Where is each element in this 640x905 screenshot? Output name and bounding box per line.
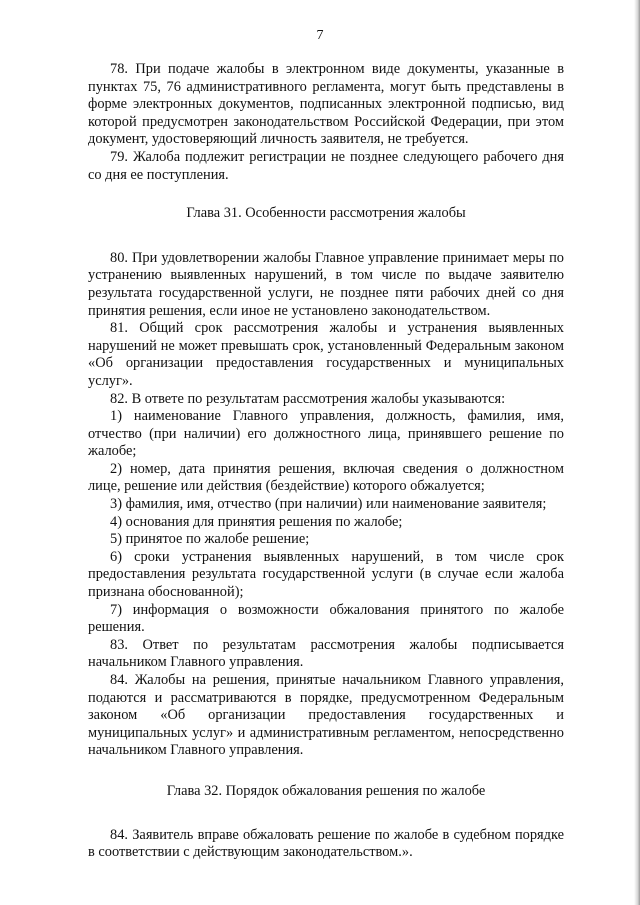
- list-item-4: 4) основания для принятия решения по жалобе;: [110, 513, 403, 530]
- list-item-6: 6) сроки устранения выявленных нарушений, в том числе срок предоставления результата государственной услуги (в случае если жалоба признана обоснованной);: [88, 548, 564, 601]
- paragraph-79: 79. Жалоба подлежит регистрации не позднее следующего рабочего дня со дня ее поступления.: [88, 148, 564, 183]
- page-number: 7: [316, 28, 324, 43]
- list-item-1: 1) наименование Главного управления, должность, фамилия, имя, отчество (при наличии) его должностного лица, принявшего решение по жалобе;: [88, 408, 564, 460]
- paragraph-78: 78. При подаче жалобы в электронном виде документы, указанные в пунктах 75, 76 административного регламента, могут быть представлены в форме электронных документов, подписанных электронной подписью, вид которой предусмотрен законодательством Российской Федерации, при этом документ, удостоверяющий личность заявителя, не требуется.: [88, 61, 564, 148]
- paragraph-80: 80. При удовлетворении жалобы Главное управление принимает меры по устранению выявленных нарушений, в том числе по выдаче заявителю результата государственной услуги, не позднее пяти рабочих дней со дня принятия решения, если иное не установлено законодательством.: [88, 249, 564, 319]
- paragraph-84: 84. Жалобы на решения, принятые начальником Главного управления, подаются и рассматриваются в порядке, предусмотренном Федеральным законом «Об организации предоставления государственных и муниципальных услуг» и административным регламентом, непосредственно начальником Главного управления.: [88, 672, 564, 759]
- list-item-3: 3) фамилия, имя, отчество (при наличии) или наименование заявителя;: [110, 496, 547, 513]
- paragraph-81: 81. Общий срок рассмотрения жалобы и устранения выявленных нарушений не может превышать срок, установленный Федеральным законом «Об организации предоставления государственных и муниципальных услуг».: [88, 320, 564, 389]
- list-item-7: 7) информация о возможности обжалования принятого по жалобе решения.: [88, 601, 564, 636]
- list-item-2: 2) номер, дата принятия решения, включая сведения о должностном лице, решение или действия (бездействие) которого обжалуется;: [88, 460, 564, 495]
- paragraph-83: 83. Ответ по результатам рассмотрения жалобы подписывается начальником Главного управления.: [88, 636, 564, 671]
- paragraph-82: 82. В ответе по результатам рассмотрения жалобы указываются:: [110, 390, 506, 407]
- document-body: [88, 61, 564, 862]
- chapter-31-heading: Глава 31. Особенности рассмотрения жалобы: [186, 205, 466, 222]
- page-edge-shadow: [634, 0, 640, 905]
- chapter-32-heading: Глава 32. Порядок обжалования решения по жалобе: [166, 782, 486, 799]
- list-item-5: 5) принятое по жалобе решение;: [110, 531, 310, 548]
- paragraph-84-appeal: 84. Заявитель вправе обжаловать решение по жалобе в судебном порядке в соответствии с действующим законодательством.».: [88, 826, 564, 861]
